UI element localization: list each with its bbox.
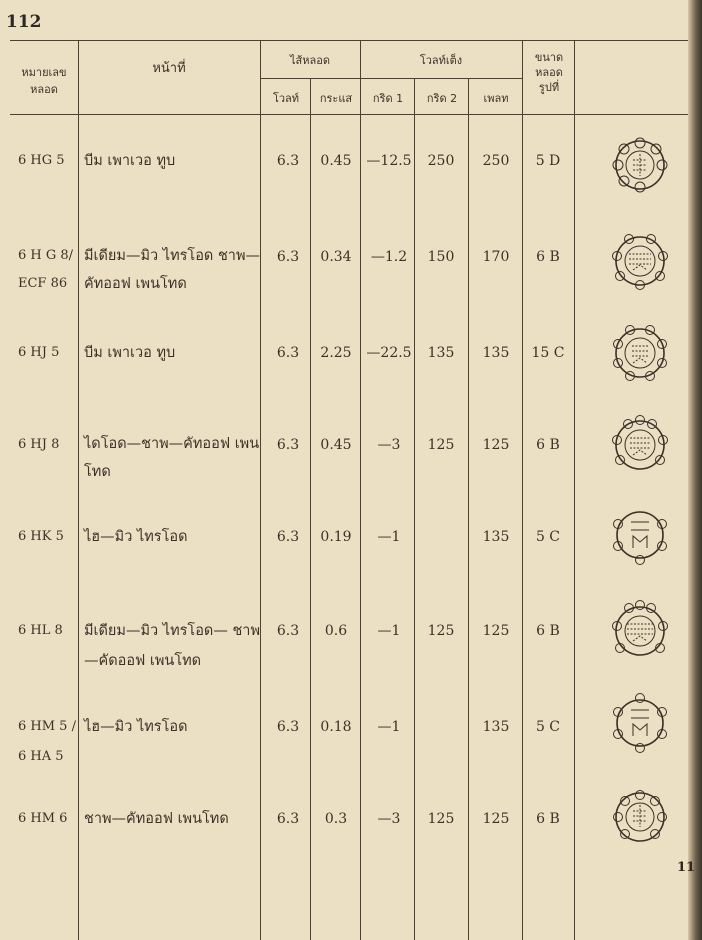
tube-function: มีเดียม—มิว ไทรโอด— ชาพ—คัดออฟ เพนโทด — [84, 623, 260, 669]
header-current: กระแส — [319, 92, 353, 105]
grid1-volt: —22.5 — [366, 345, 412, 361]
tube-base-icon — [605, 318, 675, 388]
tube-base-icon — [605, 410, 675, 480]
tube-size: 5 C — [535, 529, 561, 545]
grid2-volt: 150 — [427, 249, 455, 265]
tube-size: 6 B — [536, 623, 560, 639]
base-pinout-diagram — [605, 410, 675, 480]
filament-volt: 6.3 — [276, 249, 300, 265]
tube-number: 6 H G 8/ ECF 86 — [18, 248, 74, 291]
tube-function: ไฮ—มิว ไทรโอด — [84, 719, 188, 735]
filament-current: 0.3 — [324, 811, 348, 827]
tube-base-icon — [605, 226, 675, 296]
grid1-volt: —1 — [377, 623, 401, 639]
grid1-volt: —1.2 — [370, 249, 408, 265]
tube-size: 5 C — [535, 719, 561, 735]
grid1-volt: —1 — [377, 719, 401, 735]
filament-volt: 6.3 — [276, 345, 300, 361]
tube-number: 6 HG 5 — [18, 153, 65, 168]
col-divider — [574, 40, 575, 940]
next-page-fragment: 11 — [677, 860, 696, 875]
filament-current: 0.6 — [324, 623, 348, 639]
grid2-volt: 125 — [427, 623, 455, 639]
tube-function: ชาพ—คัทออฟ เพนโทด — [84, 811, 229, 827]
header-dc-volt: โวลท์เต็ง — [419, 54, 463, 67]
plate-volt: 125 — [482, 437, 510, 453]
header-grid2: กริด 2 — [426, 92, 458, 105]
grid1-volt: —3 — [377, 811, 401, 827]
header-size: ขนาด หลอด รูปที่ — [534, 51, 564, 94]
base-pinout-diagram — [605, 130, 675, 200]
header-filament: ไส้หลอด — [290, 54, 330, 67]
subheader-rule — [260, 78, 522, 79]
tube-function: มีเดียม—มิว ไทรโอด ชาพ—คัทออฟ เพนโทด — [84, 248, 260, 292]
tube-number: 6 HJ 8 — [18, 437, 60, 452]
filament-current: 0.45 — [320, 153, 352, 169]
header-tube-no: หมายเลข หลอด — [21, 66, 67, 96]
base-pinout-diagram — [605, 226, 675, 296]
plate-volt: 250 — [482, 153, 510, 169]
grid2-volt: 250 — [427, 153, 455, 169]
page-number: 112 — [6, 12, 42, 32]
plate-volt: 135 — [482, 345, 510, 361]
tube-size: 6 B — [536, 437, 560, 453]
tube-base-icon — [605, 688, 675, 758]
header-grid1: กริด 1 — [372, 92, 404, 105]
base-pinout-diagram — [605, 688, 675, 758]
page-edge-shadow — [688, 0, 702, 940]
base-pinout-diagram — [605, 318, 675, 388]
filament-current: 0.18 — [320, 719, 352, 735]
tube-base-icon — [605, 596, 675, 666]
tube-size: 5 D — [535, 153, 561, 169]
tube-number: 6 HM 6 — [18, 811, 68, 826]
filament-volt: 6.3 — [276, 437, 300, 453]
filament-volt: 6.3 — [276, 719, 300, 735]
tube-function: บีม เพาเวอ ทูบ — [84, 153, 176, 169]
tube-size: 6 B — [536, 249, 560, 265]
filament-volt: 6.3 — [276, 529, 300, 545]
plate-volt: 135 — [482, 719, 510, 735]
filament-volt: 6.3 — [276, 811, 300, 827]
grid1-volt: —3 — [377, 437, 401, 453]
header-plate: เพลท — [483, 92, 509, 105]
header-bottom-rule — [10, 114, 688, 115]
tube-number: 6 HL 8 — [18, 623, 63, 638]
tube-number: 6 HM 5 / 6 HA 5 — [18, 719, 76, 764]
tube-base-icon — [605, 130, 675, 200]
filament-volt: 6.3 — [276, 153, 300, 169]
tube-function: ไฮ—มิว ไทรโอด — [84, 529, 188, 545]
filament-current: 2.25 — [320, 345, 352, 361]
tube-base-icon — [605, 500, 675, 570]
tube-number: 6 HK 5 — [18, 529, 64, 544]
base-pinout-diagram — [605, 500, 675, 570]
grid1-volt: —1 — [377, 529, 401, 545]
plate-volt: 170 — [482, 249, 510, 265]
grid2-volt: 125 — [427, 437, 455, 453]
tube-function: บีม เพาเวอ ทูบ — [84, 345, 176, 361]
tube-size: 15 C — [531, 345, 565, 361]
filament-current: 0.34 — [320, 249, 352, 265]
filament-volt: 6.3 — [276, 623, 300, 639]
filament-current: 0.45 — [320, 437, 352, 453]
plate-volt: 135 — [482, 529, 510, 545]
tube-base-icon — [605, 782, 675, 852]
filament-current: 0.19 — [320, 529, 352, 545]
tube-number: 6 HJ 5 — [18, 345, 60, 360]
plate-volt: 125 — [482, 623, 510, 639]
tube-function: ไดโอด—ชาพ—คัทออฟ เพนโทด — [84, 436, 260, 480]
tube-size: 6 B — [536, 811, 560, 827]
header-function: หน้าที่ — [152, 61, 186, 76]
grid2-volt: 125 — [427, 811, 455, 827]
plate-volt: 125 — [482, 811, 510, 827]
table-top-rule — [10, 40, 688, 41]
base-pinout-diagram — [605, 596, 675, 666]
grid1-volt: —12.5 — [366, 153, 412, 169]
header-volt: โวลท์ — [272, 92, 300, 105]
base-pinout-diagram — [605, 782, 675, 852]
grid2-volt: 135 — [427, 345, 455, 361]
